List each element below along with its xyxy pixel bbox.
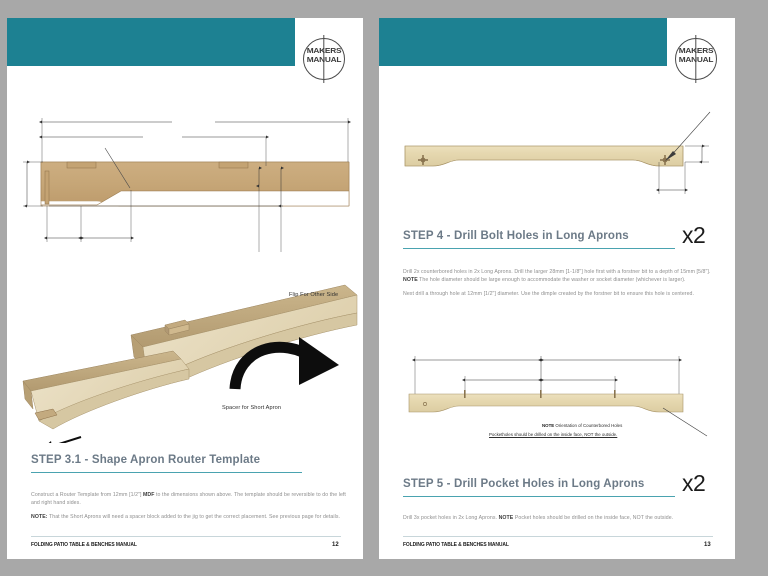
spacer-callout-arrow-icon <box>37 437 81 443</box>
step-heading-4: STEP 4 - Drill Bolt Holes in Long Aprons <box>403 230 629 242</box>
logo-text: MAKERS MANUAL <box>678 46 714 64</box>
logo-text: MAKERS MANUAL <box>306 46 342 64</box>
step-body-5: Drill 3x pocket holes in 2x Long Aprons. NOTE Pocket holes should be drilled on the inside face, NOT the outside. <box>403 515 674 521</box>
makers-manual-logo-right <box>675 38 717 80</box>
step-body-left: Construct a Router Template from 12mm [1/2"] MDF to the dimensions shown above. The template should be reversible to do the left and right hand sides. NOTE: That the Short Aprons will need a spacer block added to the jig to get the correct placement. See previous page for details. <box>31 492 346 521</box>
pocketholes-inside-face-note: Pocketholes should be drilled on the inside face, NOT the outside. <box>489 432 618 437</box>
manual-page-right <box>379 18 735 559</box>
step-5-multiplier: x2 <box>682 470 706 496</box>
step-body-4: Drill 2x counterbored holes in 2x Long Aprons. Drill the larger 28mm [1-1/8"] hole first with a forstner bit to a depth of 15mm [5/8"]. NOTE The hole diameter should be large enough to accommodate the washer or socket diameter (whichever is larger). Next drill a through hole at 12mm [1/2"] diameter. Use the dimple created by the forstner bit to ensure this hole is centered. <box>403 269 711 298</box>
step-heading-rule-left <box>31 472 302 473</box>
manual-page-left <box>7 18 363 559</box>
flip-for-other-side-label: Flip For Other Side <box>289 292 339 298</box>
footer-title-right: FOLDING PATIO TABLE & BENCHES MANUAL <box>403 542 509 548</box>
step-heading-rule-5 <box>403 496 675 497</box>
step-heading-3-1: STEP 3.1 - Shape Apron Router Template <box>31 454 261 466</box>
step-heading-rule-4 <box>403 248 675 249</box>
header-band-left <box>7 18 295 66</box>
footer-title-left: FOLDING PATIO TABLE & BENCHES MANUAL <box>31 542 137 548</box>
step-4-multiplier: x2 <box>682 222 706 248</box>
makers-manual-logo-left <box>303 38 345 80</box>
footer-rule-right <box>403 536 713 537</box>
footer-rule-left <box>31 536 341 537</box>
counterbore-orientation-note: NOTE Orientation of Counterbored Holes <box>542 423 623 428</box>
footer-page-number-left: 12 <box>332 542 339 548</box>
header-band-right <box>379 18 667 66</box>
footer-page-number-right: 13 <box>704 542 711 548</box>
spacer-for-short-apron-label: Spacer for Short Apron <box>222 405 282 411</box>
apron-jig-isometric <box>13 273 363 443</box>
router-template-drawing <box>19 110 363 256</box>
long-apron-bolt-holes-drawing <box>397 108 727 208</box>
step-heading-5: STEP 5 - Drill Pocket Holes in Long Aprons <box>403 478 645 490</box>
